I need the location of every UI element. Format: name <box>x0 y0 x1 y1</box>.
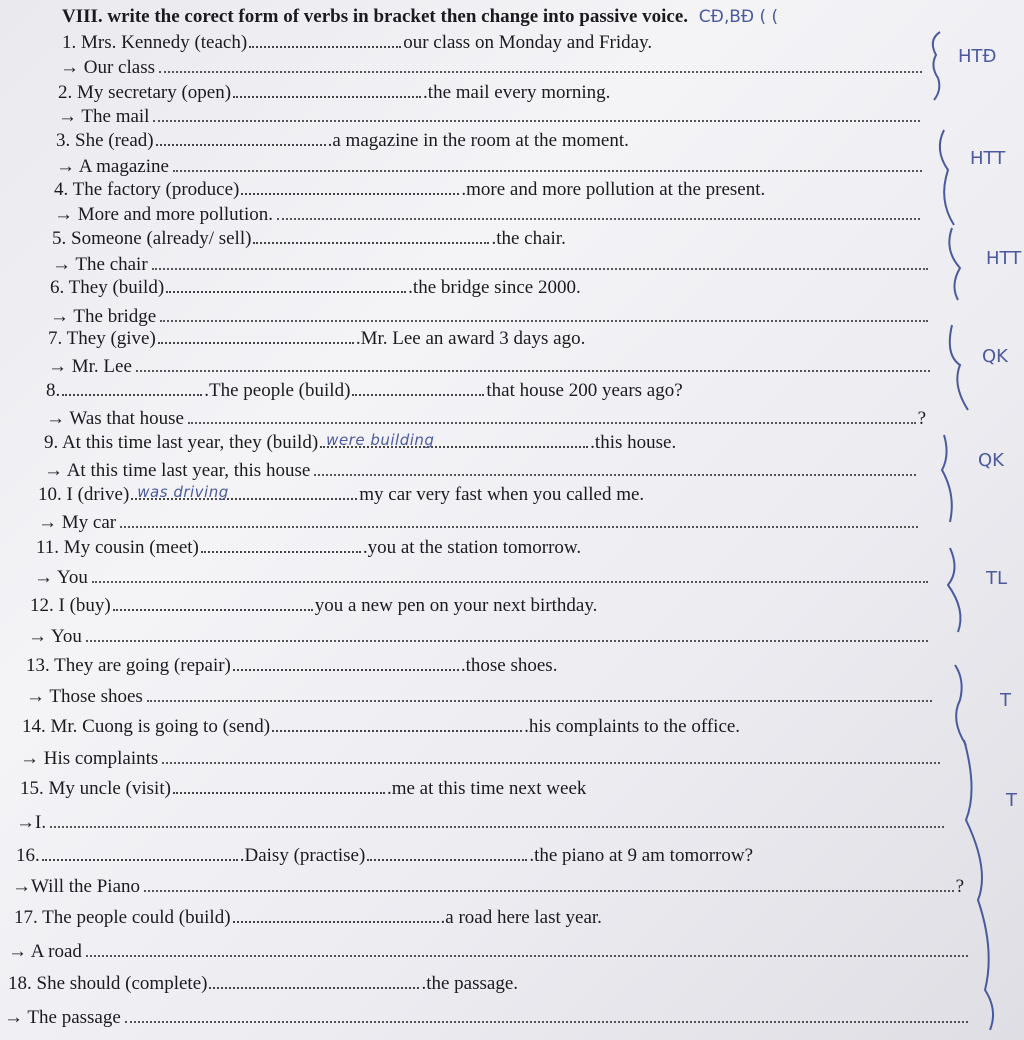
answer-2-lead: → The mail <box>58 106 150 127</box>
answer-10-lead: → My car <box>38 512 117 533</box>
question-11-prompt: 11. My cousin (meet) <box>36 537 199 558</box>
question-17-rest: .a road here last year. <box>440 907 602 928</box>
question-13-prompt: 13. They are going (repair) <box>26 655 231 676</box>
question-8-number: 8. <box>46 380 61 401</box>
question-14-rest: .his complaints to the office. <box>524 716 741 737</box>
answer-16-question-mark: ? <box>955 876 964 897</box>
heading-handwritten-note: CĐ‚BĐ ( ( <box>698 7 779 27</box>
question-2-rest: .the mail every morning. <box>423 82 611 103</box>
brace-3 <box>949 228 960 300</box>
answer-16-lead: →Will the Piano <box>12 876 140 897</box>
question-14-prompt: 14. Mr. Cuong is going to (send) <box>22 716 271 737</box>
question-16-number: 16. <box>16 845 40 866</box>
question-5-rest: .the chair. <box>491 228 566 249</box>
answer-12-lead: → You <box>28 626 82 647</box>
answer-11-lead: → You <box>34 567 88 588</box>
question-13-rest: .those shoes. <box>460 655 558 676</box>
question-12-rest: you a new pen on your next birthday. <box>314 595 598 616</box>
note-htt-1: HTT <box>970 148 1006 169</box>
answer-13-lead: → Those shoes <box>26 686 143 707</box>
question-4-prompt: 4. The factory (produce) <box>54 179 240 200</box>
answer-17-lead: → A road <box>8 941 82 962</box>
brace-8 <box>964 740 993 1030</box>
note-t-1: T <box>1000 690 1011 711</box>
answer-7-lead: → Mr. Lee <box>48 356 132 377</box>
question-9-rest: .this house. <box>590 432 677 453</box>
answer-1-lead: → Our class <box>60 57 155 78</box>
note-htt-2: HTT <box>986 248 1022 269</box>
question-7-rest: .Mr. Lee an award 3 days ago. <box>355 328 586 349</box>
answer-3-lead: → A magazine <box>56 156 169 177</box>
answer-8-lead: → Was that house <box>46 408 184 429</box>
question-18-rest: .the passage. <box>421 973 519 994</box>
question-6-prompt: 6. They (build) <box>50 277 165 298</box>
brace-2 <box>940 130 954 225</box>
brace-1 <box>933 32 940 100</box>
question-7-prompt: 7. They (give) <box>48 328 156 349</box>
question-10-prompt: 10. I (drive) <box>38 484 130 505</box>
question-17-prompt: 17. The people could (build) <box>14 907 231 928</box>
question-8-rest: that house 200 years ago? <box>486 380 683 401</box>
note-t-2: T <box>1006 790 1017 811</box>
note-qk-2: QK <box>978 450 1004 471</box>
question-18-prompt: 18. She should (complete) <box>8 973 208 994</box>
question-15-rest: .me at this time next week <box>386 778 587 799</box>
question-1-prompt: 1. Mrs. Kennedy (teach) <box>62 32 248 53</box>
question-2-prompt: 2. My secretary (open) <box>58 82 232 103</box>
answer-5-lead: → The chair <box>52 254 148 275</box>
question-3-prompt: 3. She (read) <box>56 130 154 151</box>
question-16-prompt: .Daisy (practise) <box>239 845 366 866</box>
question-10-rest: my car very fast when you called me. <box>359 484 645 505</box>
question-5-prompt: 5. Someone (already/ sell) <box>52 228 252 249</box>
question-3-rest: .a magazine in the room at the moment. <box>327 130 629 151</box>
question-6-rest: .the bridge since 2000. <box>408 277 581 298</box>
note-htd: HTĐ <box>958 46 997 67</box>
question-10-handwritten-answer: was driving <box>137 483 229 501</box>
answer-18-lead: → The passage <box>4 1007 121 1028</box>
question-11-rest: .you at the station tomorrow. <box>362 537 582 558</box>
note-tl: TL <box>986 568 1008 589</box>
brace-5 <box>942 435 952 522</box>
question-1-rest: our class on Monday and Friday. <box>403 32 653 53</box>
answer-8-question-mark: ? <box>917 408 926 429</box>
note-qk-1: QK <box>982 346 1008 367</box>
question-8-prompt: .The people (build) <box>204 380 351 401</box>
question-12-prompt: 12. I (buy) <box>30 595 111 616</box>
brace-7 <box>955 665 966 745</box>
question-15-prompt: 15. My uncle (visit) <box>20 778 171 799</box>
answer-9-lead: → At this time last year, this house <box>44 460 311 481</box>
brace-4 <box>950 325 968 410</box>
answer-6-lead: → The bridge <box>50 306 157 327</box>
answer-4-lead: → More and more pollution. <box>54 204 273 225</box>
answer-14-lead: → His complaints <box>20 748 159 769</box>
brace-6 <box>948 548 960 632</box>
question-16-rest: .the piano at 9 am tomorrow? <box>529 845 754 866</box>
answer-15-lead: →I. <box>16 812 47 833</box>
heading-text: VIII. write the corect form of verbs in bracket then change into passive voice. <box>62 6 689 27</box>
question-4-rest: .more and more pollution at the present. <box>461 179 766 200</box>
question-9-handwritten-answer: were building <box>326 431 435 449</box>
question-9-prompt: 9. At this time last year, they (build) <box>44 432 319 453</box>
